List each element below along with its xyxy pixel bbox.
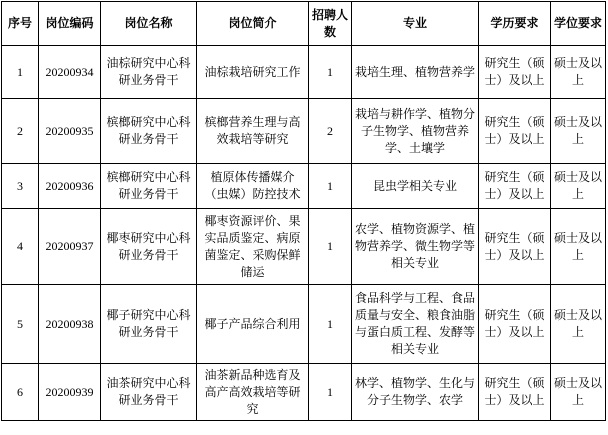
header-degree: 学位要求: [551, 2, 606, 46]
cell-education: 研究生（硕士）及以上: [479, 99, 551, 164]
table-row: [2, 285, 606, 364]
cell-degree: 硕士及以上: [551, 99, 606, 164]
header-major: 专业: [352, 2, 479, 46]
cell-intro: 椰子产品综合利用: [197, 285, 309, 364]
cell-count: 1: [309, 46, 352, 99]
header-row: [2, 2, 606, 46]
cell-major: 栽培生理、植物营养学: [352, 46, 479, 99]
table-row: [2, 46, 606, 99]
cell-code: 20200939: [39, 364, 101, 421]
cell-degree: 硕士及以上: [551, 164, 606, 209]
cell-name: 椰枣研究中心科研业务骨干: [101, 209, 197, 285]
cell-degree: 硕士及以上: [551, 209, 606, 285]
header-code: 岗位编码: [39, 2, 101, 46]
header-name: 岗位名称: [101, 2, 197, 46]
cell-intro: 植原体传播媒介（虫媒）防控技术: [197, 164, 309, 209]
cell-seq: 3: [2, 164, 39, 209]
cell-education: 研究生（硕士）及以上: [479, 285, 551, 364]
cell-count: 1: [309, 209, 352, 285]
cell-name: 槟榔研究中心科研业务骨干: [101, 164, 197, 209]
cell-major: 农学、植物资源学、植物营养学、微生物学等相关专业: [352, 209, 479, 285]
cell-intro: 椰枣资源评价、果实品质鉴定、病原菌鉴定、采购保鲜储运: [197, 209, 309, 285]
table-row: [2, 164, 606, 209]
cell-name: 油棕研究中心科研业务骨干: [101, 46, 197, 99]
cell-name: 油茶研究中心科研业务骨干: [101, 364, 197, 421]
cell-education: 研究生（硕士）及以上: [479, 209, 551, 285]
cell-seq: 6: [2, 364, 39, 421]
cell-seq: 2: [2, 99, 39, 164]
cell-name: 椰子研究中心科研业务骨干: [101, 285, 197, 364]
cell-degree: 硕士及以上: [551, 364, 606, 421]
cell-education: 研究生（硕士）及以上: [479, 164, 551, 209]
cell-code: 20200935: [39, 99, 101, 164]
cell-intro: 油茶新品种选育及高产高效栽培等研究: [197, 364, 309, 421]
cell-intro: 油棕栽培研究工作: [197, 46, 309, 99]
cell-code: 20200936: [39, 164, 101, 209]
cell-seq: 5: [2, 285, 39, 364]
cell-major: 栽培与耕作学、植物分子生物学、植物营养学、土壤学: [352, 99, 479, 164]
header-count: 招聘人数: [309, 2, 352, 46]
cell-degree: 硕士及以上: [551, 285, 606, 364]
job-table: [1, 1, 606, 421]
cell-name: 槟榔研究中心科研业务骨干: [101, 99, 197, 164]
cell-code: 20200934: [39, 46, 101, 99]
header-education: 学历要求: [479, 2, 551, 46]
cell-count: 1: [309, 164, 352, 209]
cell-major: 林学、植物学、生化与分子生物学、农学: [352, 364, 479, 421]
header-seq: 序号: [2, 2, 39, 46]
cell-intro: 槟榔营养生理与高效栽培等研究: [197, 99, 309, 164]
header-intro: 岗位简介: [197, 2, 309, 46]
cell-code: 20200937: [39, 209, 101, 285]
table-row: [2, 99, 606, 164]
cell-major: 昆虫学相关专业: [352, 164, 479, 209]
cell-education: 研究生（硕士）及以上: [479, 364, 551, 421]
table-row: [2, 364, 606, 421]
cell-count: 2: [309, 99, 352, 164]
cell-count: 1: [309, 285, 352, 364]
table-row: [2, 209, 606, 285]
cell-code: 20200938: [39, 285, 101, 364]
cell-degree: 硕士及以上: [551, 46, 606, 99]
cell-count: 1: [309, 364, 352, 421]
cell-education: 研究生（硕士）及以上: [479, 46, 551, 99]
cell-major: 食品科学与工程、食品质量与安全、粮食油脂与蛋白质工程、发酵等相关专业: [352, 285, 479, 364]
cell-seq: 4: [2, 209, 39, 285]
cell-seq: 1: [2, 46, 39, 99]
